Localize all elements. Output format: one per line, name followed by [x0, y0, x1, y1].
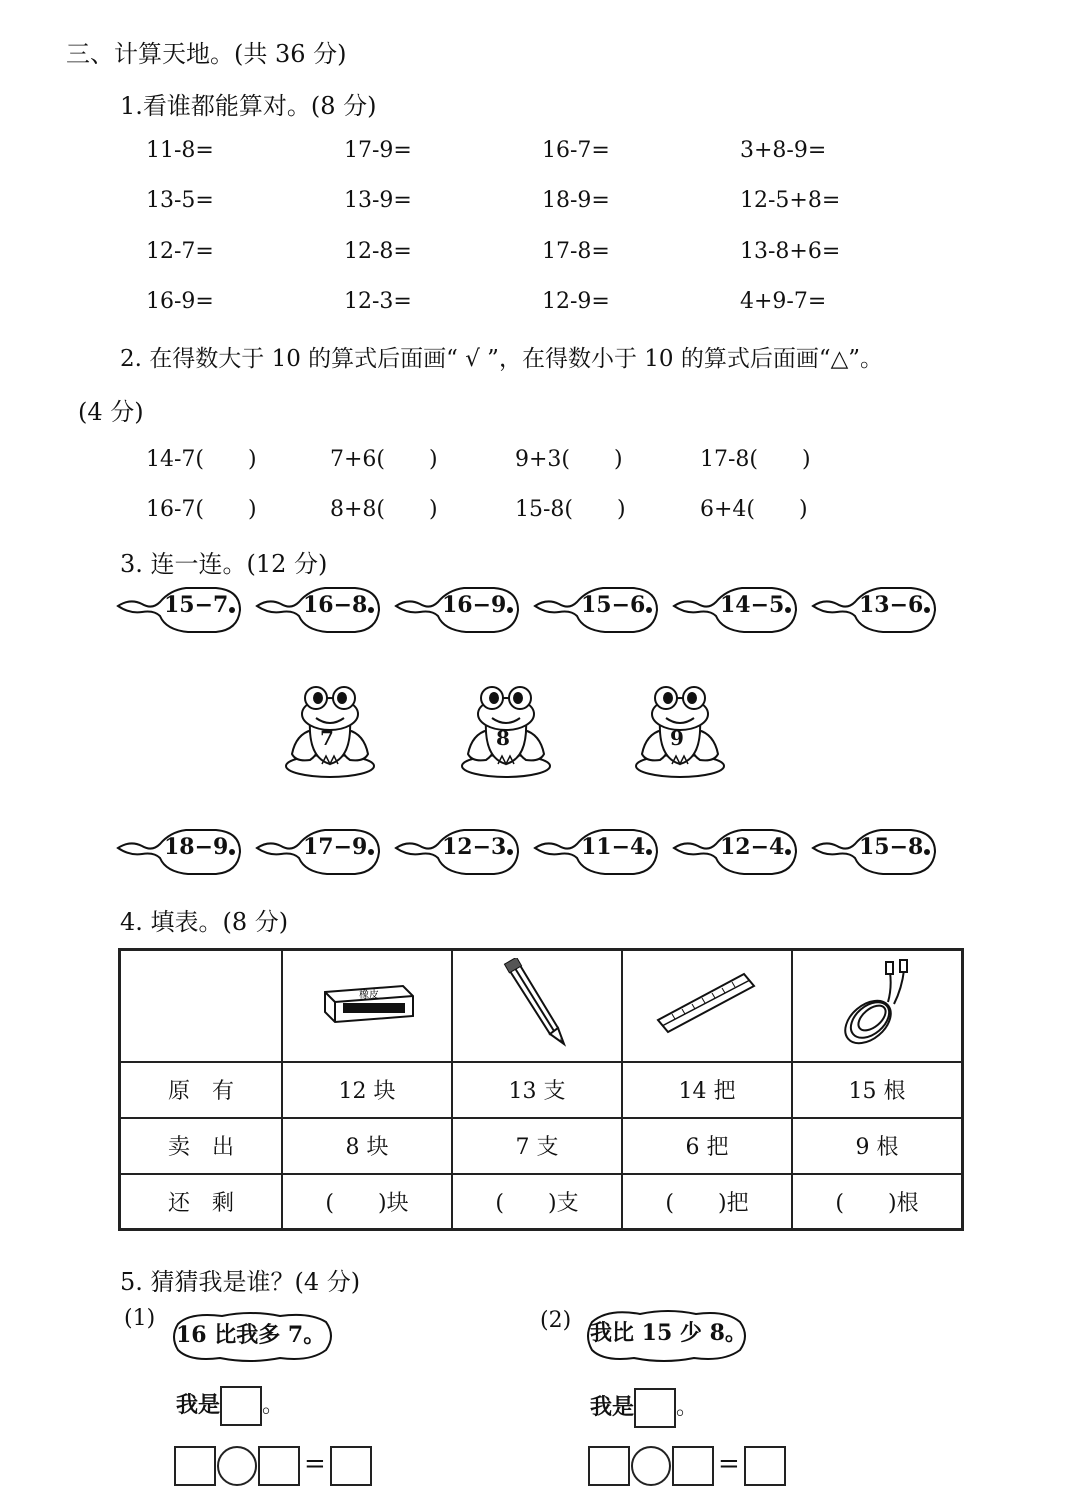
row-label: 卖 出 — [120, 1118, 283, 1174]
part-number: (2) — [540, 1308, 572, 1333]
frog-number: 7 — [320, 726, 334, 750]
answer-cell[interactable]: ( )支 — [452, 1174, 622, 1230]
q3-title: 3. 连一连。(12 分) — [120, 550, 328, 578]
table-cell: 9 根 — [792, 1118, 963, 1174]
equation-with-blank[interactable]: 14-7( ) — [146, 447, 257, 472]
speech-bubble — [584, 1308, 750, 1364]
pencil-cell — [452, 950, 622, 1062]
tadpole-expression: 16−9 — [442, 592, 507, 618]
tadpole-expression: 15−6 — [581, 592, 646, 618]
pencil-icon — [502, 958, 572, 1048]
equation: 16-9= — [146, 289, 214, 314]
tadpole-expression: 17−9 — [303, 834, 368, 860]
equals-sign: = — [304, 1449, 326, 1479]
equation-template — [588, 1446, 786, 1486]
equation: 13-8+6= — [740, 239, 841, 264]
tadpole-expression: 14−5 — [720, 592, 785, 618]
table-cell: 15 根 — [792, 1062, 963, 1118]
table-cell: 12 块 — [282, 1062, 452, 1118]
ruler-icon — [652, 968, 762, 1038]
tadpole[interactable] — [811, 580, 937, 636]
part-number: (1) — [124, 1306, 156, 1331]
number-box[interactable] — [258, 1446, 300, 1486]
tadpole-expression: 16−8 — [303, 592, 368, 618]
tadpole[interactable] — [116, 822, 242, 878]
answer-line — [176, 1386, 284, 1426]
table-cell: 14 把 — [622, 1062, 792, 1118]
answer-cell[interactable]: ( )把 — [622, 1174, 792, 1230]
equation: 12-8= — [344, 239, 412, 264]
tadpole[interactable] — [672, 580, 798, 636]
equation-with-blank[interactable]: 9+3( ) — [515, 447, 623, 472]
equation: 12-9= — [542, 289, 610, 314]
tadpole[interactable] — [394, 822, 520, 878]
tadpole-expression: 11−4 — [581, 834, 646, 860]
bubble-text: 16 比我多 7。 — [176, 1322, 326, 1348]
equation-with-blank[interactable]: 16-7( ) — [146, 497, 257, 522]
tadpole[interactable] — [811, 822, 937, 878]
eraser-icon — [317, 978, 417, 1028]
equation: 17-9= — [344, 138, 412, 163]
tadpole-expression: 15−8 — [859, 834, 924, 860]
equation: 16-7= — [542, 138, 610, 163]
bubble-text: 我比 15 少 8。 — [590, 1320, 747, 1346]
equation: 13-5= — [146, 188, 214, 213]
answer-end: 。 — [262, 1393, 285, 1418]
speech-bubble — [170, 1310, 336, 1364]
frog-number: 9 — [670, 726, 684, 750]
row-label: 原 有 — [120, 1062, 283, 1118]
answer-box[interactable] — [220, 1386, 262, 1426]
table-cell: 8 块 — [282, 1118, 452, 1174]
equation-with-blank[interactable]: 8+8( ) — [330, 497, 438, 522]
tadpole[interactable] — [255, 580, 381, 636]
table-cell: 7 支 — [452, 1118, 622, 1174]
equation: 4+9-7= — [740, 289, 827, 314]
operator-circle[interactable] — [217, 1446, 257, 1486]
frog[interactable] — [458, 680, 554, 780]
equation: 13-9= — [344, 188, 412, 213]
eraser-label: 橡皮 — [359, 989, 379, 1001]
section-title: 三、计算天地。(共 36 分) — [66, 40, 347, 68]
answer-cell[interactable]: ( )块 — [282, 1174, 452, 1230]
tadpole-expression: 12−4 — [720, 834, 785, 860]
number-box[interactable] — [174, 1446, 216, 1486]
equation: 3+8-9= — [740, 138, 827, 163]
row-label: 还 剩 — [120, 1174, 283, 1230]
rope-icon — [832, 958, 922, 1048]
frog[interactable] — [632, 680, 728, 780]
q5-title: 5. 猜猜我是谁？(4 分) — [120, 1268, 361, 1296]
tadpole-expression: 12−3 — [442, 834, 507, 860]
frog-number: 8 — [496, 726, 510, 750]
tadpole[interactable] — [533, 822, 659, 878]
answer-line — [590, 1388, 698, 1428]
answer-box[interactable] — [634, 1388, 676, 1428]
equals-sign: = — [718, 1449, 740, 1479]
frog[interactable] — [282, 680, 378, 780]
q4-title: 4. 填表。(8 分) — [120, 908, 289, 936]
answer-label: 我是 — [590, 1394, 635, 1420]
equation: 11-8= — [146, 138, 214, 163]
result-box[interactable] — [744, 1446, 786, 1486]
operator-circle[interactable] — [631, 1446, 671, 1486]
equation: 12-7= — [146, 239, 214, 264]
tadpole[interactable] — [255, 822, 381, 878]
table-cell: 6 把 — [622, 1118, 792, 1174]
answer-cell[interactable]: ( )根 — [792, 1174, 963, 1230]
equation: 12-5+8= — [740, 188, 841, 213]
answer-label: 我是 — [176, 1392, 221, 1418]
answer-end: 。 — [676, 1395, 699, 1420]
tadpole[interactable] — [533, 580, 659, 636]
rope-cell — [792, 950, 963, 1062]
q2-points: (4 分) — [78, 398, 144, 426]
equation-with-blank[interactable]: 15-8( ) — [515, 497, 626, 522]
empty-header-cell — [120, 950, 283, 1062]
tadpole[interactable] — [672, 822, 798, 878]
equation: 17-8= — [542, 239, 610, 264]
table-cell: 13 支 — [452, 1062, 622, 1118]
equation-with-blank[interactable]: 7+6( ) — [330, 447, 438, 472]
tadpole-expression: 13−6 — [859, 592, 924, 618]
equation-with-blank[interactable]: 6+4( ) — [700, 497, 808, 522]
q1-title: 1.看谁都能算对。(8 分) — [120, 92, 377, 120]
eraser-cell — [282, 950, 452, 1062]
ruler-cell — [622, 950, 792, 1062]
result-box[interactable] — [330, 1446, 372, 1486]
number-box[interactable] — [672, 1446, 714, 1486]
tadpole-expression: 18−9 — [164, 834, 229, 860]
fill-table — [118, 948, 964, 1231]
equation-template — [174, 1446, 372, 1486]
equation: 18-9= — [542, 188, 610, 213]
equation: 12-3= — [344, 289, 412, 314]
q2-title: 2. 在得数大于 10 的算式后面画“ √ ”，在得数小于 10 的算式后面画“△”。 — [120, 346, 884, 372]
tadpole[interactable] — [394, 580, 520, 636]
tadpole[interactable] — [116, 580, 242, 636]
number-box[interactable] — [588, 1446, 630, 1486]
tadpole-expression: 15−7 — [164, 592, 229, 618]
equation-with-blank[interactable]: 17-8( ) — [700, 447, 811, 472]
